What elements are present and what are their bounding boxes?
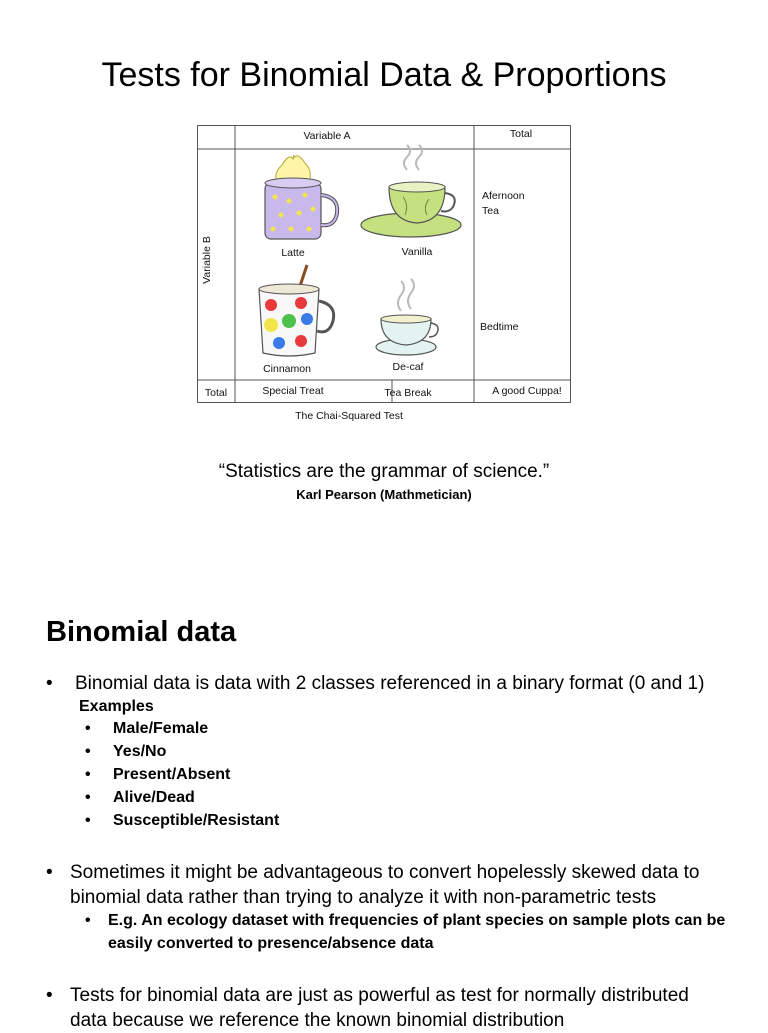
cup-label-vanilla: Vanilla — [401, 246, 433, 258]
table-grid — [197, 125, 571, 403]
col2-total: Tea Break — [384, 387, 432, 399]
bullet-icon: • — [46, 673, 53, 694]
slide-title: Binomial data — [46, 616, 237, 648]
variable-b-label: Variable B — [201, 236, 213, 284]
row-label-bedtime: Bedtime — [480, 321, 519, 333]
cup-label-latte: Latte — [281, 247, 305, 259]
row-label-afternoon: Afernoon — [482, 190, 525, 202]
total-header: Total — [509, 128, 533, 140]
latte-mug-icon — [265, 155, 337, 239]
bullet-icon: • — [85, 766, 91, 783]
slide-title: Tests for Binomial Data & Proportions — [101, 56, 667, 94]
variable-a-label: Variable A — [303, 130, 351, 142]
bullet-icon: • — [85, 812, 91, 829]
bullet-icon: • — [46, 862, 53, 883]
quote: “Statistics are the grammar of science.” — [218, 461, 550, 482]
examples-label: Examples — [79, 698, 154, 715]
bullet-icon: • — [85, 743, 91, 760]
vanilla-cup-icon — [361, 145, 461, 237]
grand-total: A good Cuppa! — [492, 385, 562, 397]
total-row-label: Total — [204, 387, 228, 399]
bullet-icon: • — [85, 789, 91, 806]
figure-caption: The Chai-Squared Test — [295, 410, 403, 422]
row-label-tea: Tea — [482, 205, 499, 217]
bullet-icon: • — [85, 720, 91, 737]
quote-author: Karl Pearson (Mathmetician) — [296, 487, 472, 502]
col1-total: Special Treat — [262, 385, 324, 397]
bullet-icon: • — [46, 985, 53, 1006]
bullet-icon: • — [85, 912, 91, 929]
cup-label-decaf: De-caf — [392, 361, 424, 373]
decaf-cup-icon — [376, 279, 438, 355]
cinnamon-mug-icon — [259, 265, 334, 356]
chai-squared-figure — [197, 125, 571, 431]
cup-label-cinnamon: Cinnamon — [263, 363, 311, 375]
